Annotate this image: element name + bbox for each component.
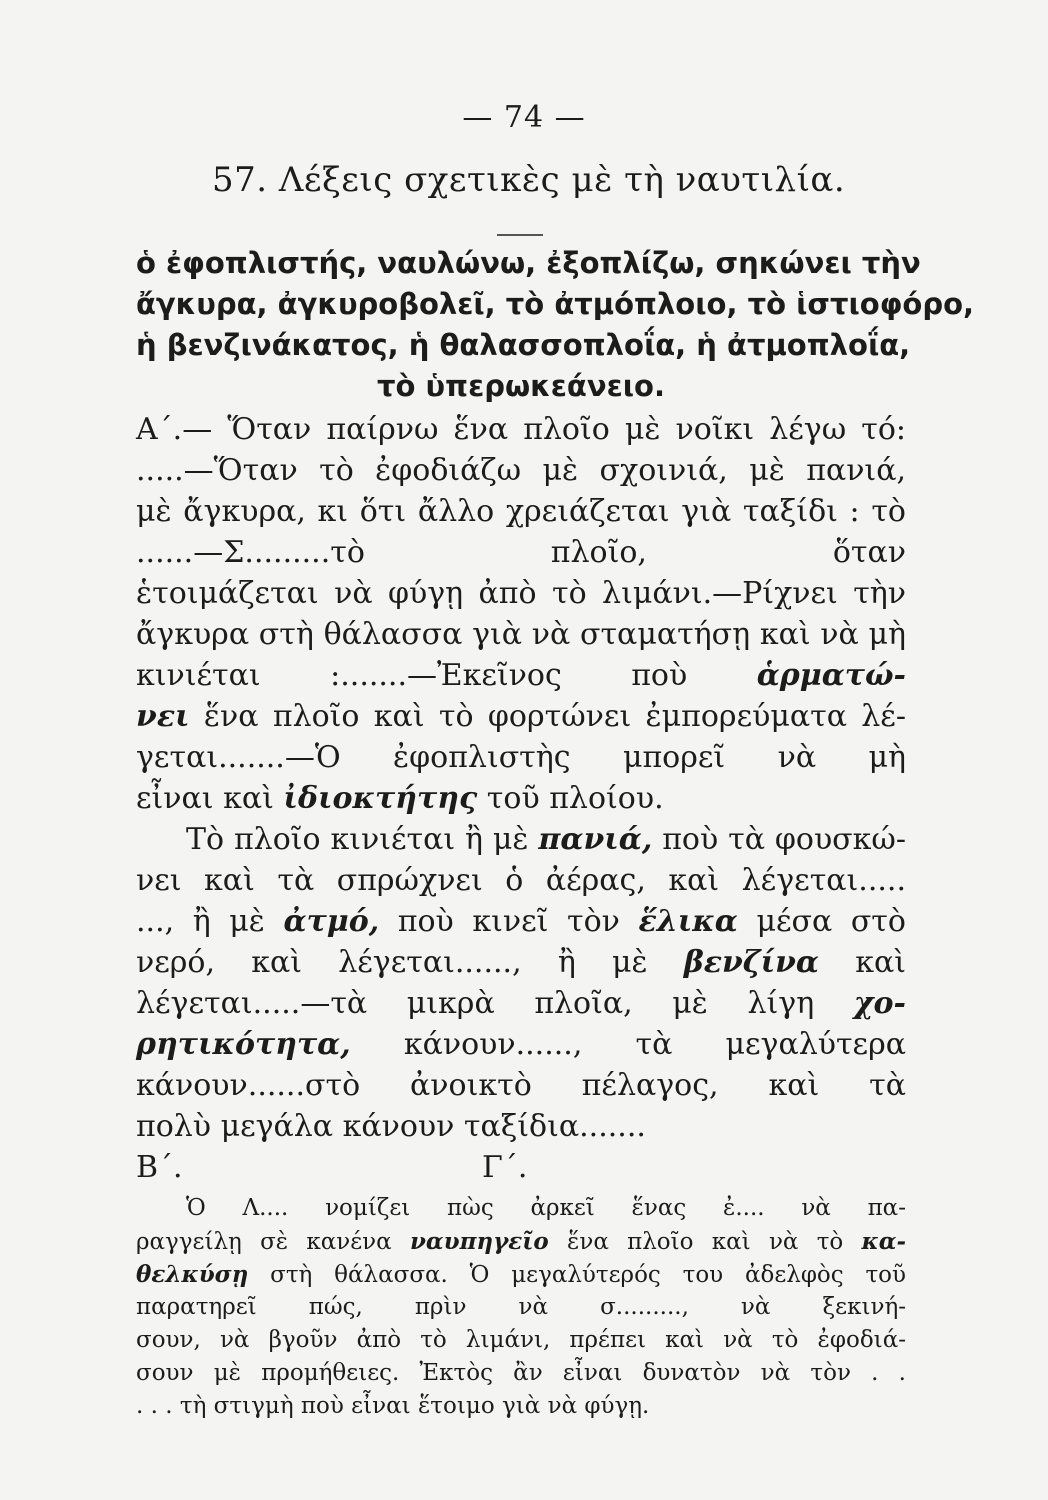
text-line: ἑτοιμάζεται νὰ φύγῃ ἀπὸ τὸ λιμάνι.—Ρίχνει τὴν bbox=[136, 576, 906, 611]
text-span: ..., ἢ μὲ bbox=[136, 904, 265, 939]
section-heading: 57. Λέξεις σχετικὲς μὲ τὴ ναυτιλία. bbox=[212, 160, 846, 200]
text-line bbox=[136, 781, 906, 816]
text-span: τοῦ πλοίου. bbox=[486, 781, 664, 816]
vocabulary-line: ἡ βενζινάκατος, ἡ θαλασσοπλοΐα, ἡ ἀτμοπλοΐα, bbox=[136, 328, 911, 362]
term-emphasis: νει bbox=[136, 699, 190, 734]
term-emphasis: ἀτμό, bbox=[283, 904, 380, 939]
text-line: σουν μὲ προμήθειες. Ἐκτὸς ἂν εἶναι δυνατὸν νὰ τὸν . . bbox=[136, 1360, 906, 1386]
text-line: ἄγκυρα στὴ θάλασσα γιὰ νὰ σταματήσῃ καὶ νὰ μὴ bbox=[136, 617, 906, 652]
text-line: Α΄.— Ὅταν παίρνω ἕνα πλοῖο μὲ νοῖκι λέγω τό: bbox=[136, 412, 906, 447]
text-line bbox=[186, 822, 906, 857]
vocabulary-line: τὸ ὑπερωκεάνειο. bbox=[377, 369, 665, 403]
term-emphasis: βενζίνα bbox=[683, 945, 819, 980]
term-emphasis: ναυπηγεῖο bbox=[409, 1228, 549, 1255]
term-emphasis: χο- bbox=[853, 986, 906, 1021]
term-emphasis: θελκύσῃ bbox=[136, 1261, 249, 1288]
text-span: κάνουν......, τὰ μεγαλύτερα bbox=[403, 1027, 906, 1062]
text-line bbox=[136, 945, 906, 980]
vocabulary-line: ἄγκυρα, ἀγκυροβολεῖ, τὸ ἀτμόπλοιο, τὸ ἱστιοφόρο, bbox=[136, 287, 975, 321]
text-line bbox=[136, 658, 906, 693]
term-emphasis: ρητικότητα, bbox=[136, 1027, 351, 1062]
text-line: ......—Σ.........τὸ πλοῖο, ὅταν bbox=[136, 535, 906, 570]
text-line: γεται.......—Ὁ ἐφοπλιστὴς μπορεῖ νὰ μὴ bbox=[136, 740, 906, 775]
term-emphasis: ἁρματώ- bbox=[756, 658, 906, 693]
text-line bbox=[136, 986, 906, 1021]
exercise-b-label: Β΄. bbox=[136, 1150, 183, 1185]
text-line: κάνουν......στὸ ἀνοικτὸ πέλαγος, καὶ τὰ bbox=[136, 1068, 906, 1103]
text-span: ποὺ κινεῖ τὸν bbox=[397, 904, 620, 939]
text-line bbox=[136, 1228, 906, 1255]
text-span: εἶναι καὶ bbox=[136, 781, 274, 816]
text-span: νερό, καὶ λέγεται......, ἢ μὲ bbox=[136, 945, 648, 980]
vocabulary-line: ὁ ἐφοπλιστής, ναυλώνω, ἐξοπλίζω, σηκώνει τὴν bbox=[136, 246, 921, 280]
text-span: στὴ θάλασσα. Ὁ μεγαλύτερός του ἀδελφὸς τοῦ bbox=[270, 1262, 906, 1288]
text-span: ἕνα πλοῖο καὶ τὸ φορτώνει ἐμπορεύματα λέ- bbox=[203, 699, 906, 734]
text-span: ραγγείλῃ σὲ κανένα bbox=[136, 1229, 392, 1255]
text-line: νει καὶ τὰ σπρώχνει ὁ ἀέρας, καὶ λέγεται..... bbox=[136, 863, 906, 898]
text-line: Ὁ Λ.... νομίζει πὼς ἀρκεῖ ἕνας ἐ.... νὰ πα- bbox=[186, 1195, 906, 1221]
text-line: .....—Ὅταν τὸ ἐφοδιάζω μὲ σχοινιά, μὲ πανιά, bbox=[136, 453, 906, 488]
text-span: λέγεται.....—τὰ μικρὰ πλοῖα, μὲ λίγη bbox=[136, 986, 815, 1021]
text-span: καὶ bbox=[855, 945, 906, 980]
term-emphasis: πανιά, bbox=[538, 822, 653, 857]
page-number: — 74 — bbox=[462, 100, 586, 135]
text-line: μὲ ἄγκυρα, κι ὅτι ἄλλο χρειάζεται γιὰ ταξίδι : τὸ bbox=[136, 494, 906, 529]
text-span: ποὺ τὰ φουσκώ- bbox=[662, 822, 907, 857]
term-emphasis: ἕλικα bbox=[638, 904, 738, 939]
text-line: παρατηρεῖ πώς, πρὶν νὰ σ........., νὰ ξεκινή- bbox=[136, 1294, 906, 1320]
text-line: σουν, νὰ βγοῦν ἀπὸ τὸ λιμάνι, πρέπει καὶ νὰ τὸ ἐφοδιά- bbox=[136, 1327, 906, 1353]
text-span: μέσα στὸ bbox=[756, 904, 906, 939]
text-line: πολὺ μεγάλα κάνουν ταξίδια....... bbox=[136, 1109, 646, 1144]
text-line bbox=[136, 1261, 906, 1288]
text-line bbox=[136, 1027, 906, 1062]
exercise-c-label: Γ΄. bbox=[482, 1150, 528, 1185]
text-span: κινιέται :.......—Ἐκεῖνος ποὺ bbox=[136, 658, 688, 693]
divider bbox=[497, 234, 543, 236]
text-span: ἕνα πλοῖο καὶ νὰ τὸ bbox=[567, 1229, 844, 1255]
text-line bbox=[136, 699, 906, 734]
text-span: Τὸ πλοῖο κινιέται ἢ μὲ bbox=[186, 822, 529, 857]
term-emphasis: κα- bbox=[861, 1228, 907, 1255]
text-line: . . . τὴ στιγμὴ ποὺ εἶναι ἕτοιμο γιὰ νὰ φύγῃ. bbox=[136, 1393, 650, 1419]
term-emphasis: ἰδιοκτήτης bbox=[283, 781, 478, 816]
text-line bbox=[136, 904, 906, 939]
